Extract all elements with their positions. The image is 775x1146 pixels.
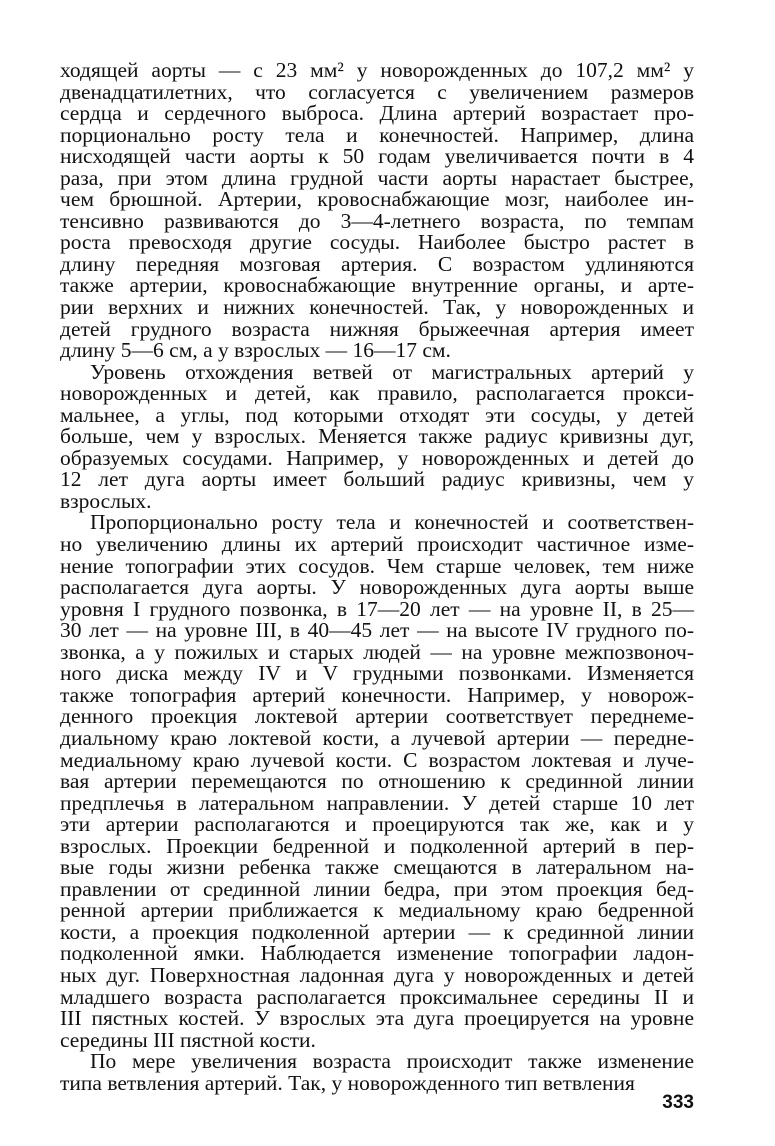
paragraph [60, 359, 694, 513]
text-line: рии верхних и нижних конечностей. Так, у новорожденных и [60, 295, 694, 320]
text-line: нисходящей части аорты к 50 годам увеличивается почти в 4 [60, 144, 694, 169]
text-line: диальному краю локтевой кости, а лучевой артерии — передне- [60, 725, 694, 750]
text-line: подколенной ямки. Наблюдается изменение топографии ладон- [60, 941, 694, 966]
text-line: двенадцатилетних, что согласуется с увеличением размеров [60, 79, 694, 104]
text-line: также топография артерий конечности. Например, у новорож- [60, 682, 694, 707]
text-line: мальнее, а углы, под которыми отходят эти сосуды, у детей [60, 402, 694, 427]
text-line: располагается дуга аорты. У новорожденных дуга аорты выше [60, 575, 694, 600]
paragraph [60, 60, 694, 362]
text-line: нение топографии этих сосудов. Чем старше человек, тем ниже [60, 553, 694, 578]
text-line: тенсивно развиваются до 3—4-летнего возраста, по темпам [60, 208, 694, 233]
text-line: звонка, а у пожилых и старых людей — на уровне межпозвоноч- [60, 639, 694, 664]
text-line: но увеличению длины их артерий происходит частичное изме- [60, 532, 694, 557]
paragraph [60, 1051, 694, 1094]
text-line: взрослых. [60, 488, 152, 513]
text-line: денного проекция локтевой артерии соответствует переднеме- [60, 704, 694, 729]
text-line: роста превосходя другие сосуды. Наиболее быстро растет в [60, 230, 694, 255]
text-line: порционально росту тела и конечностей. Например, длина [60, 122, 694, 147]
text-line: ного диска между IV и V грудными позвонками. Изменяется [60, 661, 694, 686]
text-line: ных дуг. Поверхностная ладонная дуга у новорожденных и детей [60, 962, 694, 987]
text-line: взрослых. Проекции бедренной и подколенной артерий в пер- [60, 833, 694, 858]
paragraph [60, 512, 694, 1051]
text-line: образуемых сосудами. Например, у новорожденных и детей до [60, 445, 694, 470]
text-line: 12 лет дуга аорты имеет больший радиус кривизны, чем у [60, 467, 694, 492]
text-line: младшего возраста располагается проксимальнее середины II и [60, 984, 694, 1009]
text-line: чем брюшной. Артерии, кровоснабжающие мозг, наиболее ин- [60, 187, 694, 212]
text-line: вая артерии перемещаются по отношению к срединной линии [60, 769, 694, 794]
text-line: типа ветвления артерий. Так, у новорожденного тип ветвления [60, 1070, 635, 1095]
text-line: детей грудного возраста нижняя брыжеечная артерия имеет [60, 316, 694, 341]
text-line: кости, а проекция подколенной артерии — к срединной линии [60, 919, 694, 944]
text-line: ходящей аорты — с 23 мм² у новорожденных до 107,2 мм² у [60, 58, 694, 82]
text-line: также артерии, кровоснабжающие внутренние органы, и арте- [60, 273, 694, 298]
text-line: сердца и сердечного выброса. Длина артерий возрастает про- [60, 101, 694, 126]
text-line: Уровень отхождения ветвей от магистральных артерий у [90, 359, 694, 384]
text-line: раза, при этом длина грудной части аорты нарастает быстрее, [60, 165, 694, 190]
page-number: 333 [662, 1092, 694, 1113]
text-line: новорожденных и детей, как правило, располагается прокси- [60, 381, 694, 406]
text-line: уровня I грудного позвонка, в 17—20 лет — на уровне II, в 25— [60, 596, 694, 621]
text-line: предплечья в латеральном направлении. У детей старше 10 лет [60, 790, 694, 815]
text-line: III пястных костей. У взрослых эта дуга проецируется на уровне [60, 1006, 694, 1031]
text-line: медиальному краю лучевой кости. С возрастом локтевая и луче- [60, 747, 694, 772]
page-body [60, 60, 694, 1094]
text-line: правлении от срединной линии бедра, при этом проекция бед- [60, 876, 694, 901]
text-line: больше, чем у взрослых. Меняется также радиус кривизны дуг, [60, 424, 694, 449]
text-line: Пропорционально росту тела и конечностей и соответствен- [90, 510, 694, 535]
text-line: длину передняя мозговая артерия. С возрастом удлиняются [60, 251, 694, 276]
text-line: длину 5—6 см, а у взрослых — 16—17 см. [60, 338, 451, 363]
text-line: ренной артерии приближается к медиальному краю бедренной [60, 898, 694, 923]
text-line: эти артерии располагаются и проецируются так же, как и у [60, 812, 694, 837]
text-line: середины III пястной кости. [60, 1027, 316, 1052]
text-line: вые годы жизни ребенка также смещаются в латеральном на- [60, 855, 694, 880]
text-line: 30 лет — на уровне III, в 40—45 лет — на высоте IV грудного по- [60, 618, 694, 643]
text-line: По мере увеличения возраста происходит также изменение [90, 1049, 694, 1074]
